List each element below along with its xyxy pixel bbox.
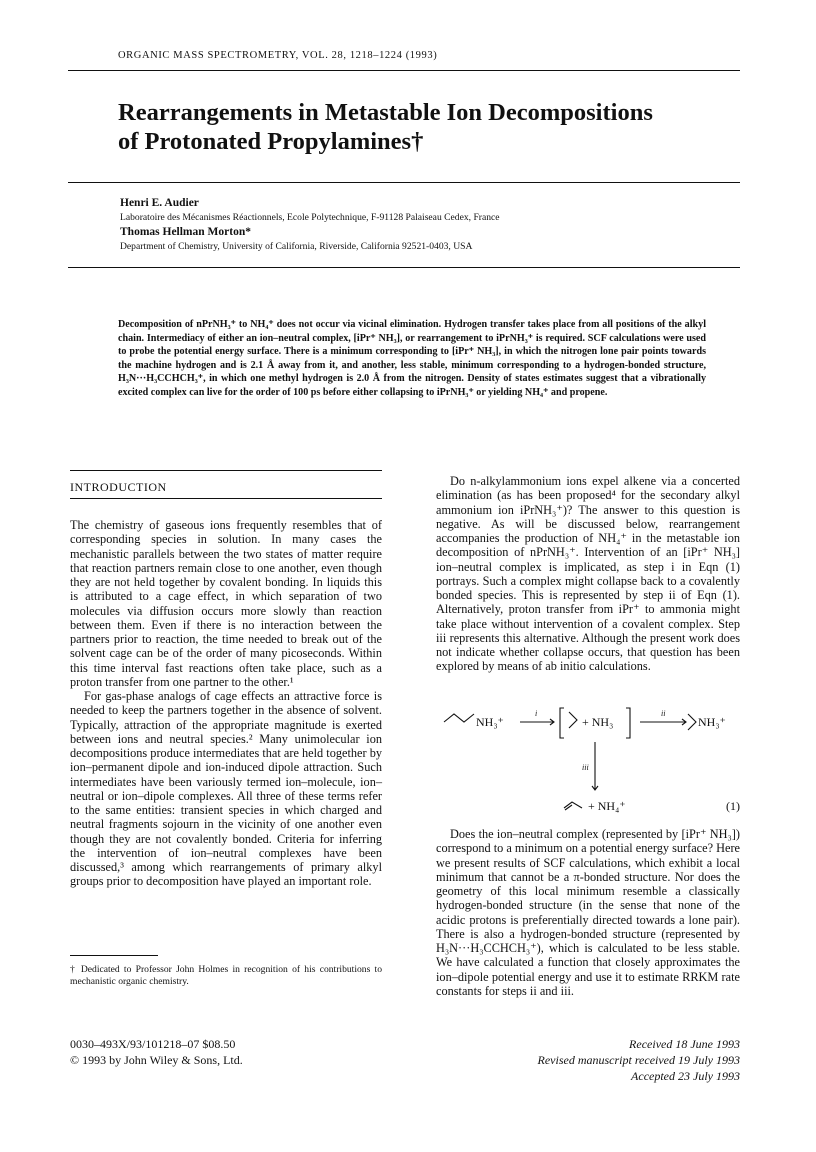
author-block bbox=[120, 196, 740, 253]
step-i-label: i bbox=[535, 709, 538, 718]
intro-heading-rule-top bbox=[70, 470, 382, 471]
copyright-line: © 1993 by John Wiley & Sons, Ltd. bbox=[70, 1053, 243, 1067]
step-ii-label: ii bbox=[661, 709, 666, 718]
right-column-bottom bbox=[436, 827, 740, 998]
products-bottom-label: + NH₄⁺ bbox=[588, 799, 626, 813]
issn-line: 0030–493X/93/101218–07 $08.50 bbox=[70, 1037, 236, 1051]
intro-paragraph-3: Do n-alkylammonium ions expel alkene via a concerted elimination (as has been proposed⁴ for the secondary alkyl ammonium ion iPrNH₃⁺)? The answer to this question is negative. As will be discussed below, rearrangement accompanies the production of NH₄⁺ in the metastable ion decomposition of nPrNH₃⁺. Intervention of an [iPr⁺ NH₃] ion–neutral complex is implicated, as step i in Eqn (1) portrays. Such a complex might collapse back to a covalently bonded species. This is represented by step ii of Eqn (1). Alternatively, proton transfer from iPr⁺ to ammonia might take place without intervention of a covalent complex. Step iii represents this alternative. Although the present work does not indicate whether collapse occurs, that question has been explored by means of ab initio calculations. bbox=[436, 474, 740, 674]
received-dates bbox=[480, 1036, 740, 1084]
right-column-top bbox=[436, 474, 740, 674]
isopropyl-group bbox=[688, 714, 696, 730]
abstract: Decomposition of nPrNH₃⁺ to NH₄⁺ does not occur via vicinal elimination. Hydrogen transfer takes place from all positions of the alkyl chain. Intermediacy of either an ion–neutral complex, [iPr⁺ NH₃], or rearrangement to iPrNH₃⁺ is required. SCF calculations were used to probe the potential energy surface. There is a minimum corresponding to [iPr⁺ NH₃], in which the nitrogen lone pair points towards the machine hydrogen and is 2.1 Å away from it, and another, less stable, minimum corresponding to a hydrogen-bonded structure, H₃N···H₃CCHCH₃⁺, in which one methyl hydrogen is 2.0 Å from the nitrogen. Density of states estimates suggest that a vibrationally excited complex can live for the order of 100 ps before either collapsing to iPrNH₃⁺ or yielding NH₄⁺ and propene. bbox=[118, 319, 706, 398]
article-title bbox=[118, 98, 738, 156]
author-1-name: Henri E. Audier bbox=[120, 197, 199, 209]
intro-paragraph-1: The chemistry of gaseous ions frequently resembles that of corresponding species in solution. In many cases the mechanistic parallels between the two states of matter require that reaction partners remain close to one another, even though they are not held together by covalent bonding. In liquids this is attributed to a cage effect, in which separation of two molecules via diffusion occurs more slowly than reaction between them. Even if there is no interaction between the partners prior to reaction, the time needed to break out of the solvent cage can be of the order of many picoseconds. Within this time interval fast reactions often take place, such as a proton transfer from one partner to the other.¹ bbox=[70, 518, 382, 689]
title-line-2: of Protonated Propylamines† bbox=[118, 128, 424, 155]
footnote-rule bbox=[70, 955, 158, 956]
reactant-label: NH₃⁺ bbox=[476, 715, 504, 729]
author-rule bbox=[68, 267, 740, 268]
revised-date: Revised manuscript received 19 July 1993 bbox=[537, 1053, 740, 1067]
intro-paragraph-4: Does the ion–neutral complex (represented by [iPr⁺ NH₃]) correspond to a minimum on a potential energy surface? Here we present results of SCF calculations, which exhibit a local minimum that cannot be a π-bonded structure. Nor does the geometry of this local minimum resemble a classically hydrogen-bonded structure (in the sense that none of the acidic protons is preferentially directed towards a lone pair). There is also a hydrogen-bonded structure (represented by H₃N···H₃CCHCH₃⁺), which is calculated to be less stable. We have calculated a function that closely approximates the ion–dipole potential energy and use it to estimate RRKM rate constants for steps ii and iii. bbox=[436, 827, 741, 998]
author-2-affiliation: Department of Chemistry, University of California, Riverside, California 92521-0403, USA bbox=[120, 240, 473, 252]
complex-bracket-right bbox=[626, 708, 630, 738]
publication-info bbox=[70, 1036, 243, 1068]
isopropyl-cation bbox=[569, 712, 577, 728]
equation-number: (1) bbox=[726, 799, 740, 813]
received-date: Received 18 June 1993 bbox=[629, 1037, 740, 1051]
header-rule bbox=[68, 70, 740, 71]
journal-header: ORGANIC MASS SPECTROMETRY, VOL. 28, 1218–1224 (1993) bbox=[118, 50, 438, 61]
propene-double-bond bbox=[565, 805, 572, 810]
left-column bbox=[70, 518, 382, 889]
complex-label: + NH₃ bbox=[582, 715, 614, 729]
step-iii-label: iii bbox=[582, 763, 589, 772]
author-1-affiliation: Laboratoire des Mécanismes Réactionnels, Ecole Polytechnique, F-91128 Palaiseau Cedex, France bbox=[120, 212, 500, 223]
reaction-scheme bbox=[436, 704, 740, 816]
propyl-chain bbox=[444, 714, 474, 722]
intro-paragraph-2: For gas-phase analogs of cage effects an attractive force is needed to keep the partners together in the absence of solvent. Typically, attraction of the appropriate magnitude is exerted between ions and neutral species.² Many unimolecular ion decompositions produce intermediates that are held together by ion–permanent dipole and ion-induced dipole attraction. Such intermediates have been variously termed ion–molecule, ion–neutral or ion–dipole complexes. All three of these terms refer to the same entities: transient species in which charged and neutral fragments sojourn in the vicinity of one another even though they are not covalently bonded. Criteria for inferring the intervention of ion–neutral complexes have been discussed,³ among which rearrangements of primary alkyl groups prior to decomposition have played an important role. bbox=[70, 689, 382, 889]
section-heading-introduction: INTRODUCTION bbox=[70, 480, 167, 494]
accepted-date: Accepted 23 July 1993 bbox=[631, 1069, 740, 1083]
propene bbox=[564, 802, 582, 808]
title-line-1: Rearrangements in Metastable Ion Decompositions bbox=[118, 99, 653, 126]
footnote: † Dedicated to Professor John Holmes in recognition of his contributions to mechanistic organic chemistry. bbox=[70, 964, 382, 987]
title-rule bbox=[68, 182, 740, 183]
complex-bracket-left bbox=[560, 708, 564, 738]
product-right-label: NH₃⁺ bbox=[698, 715, 726, 729]
author-2-name: Thomas Hellman Morton* bbox=[120, 225, 251, 238]
intro-heading-rule-bottom bbox=[70, 498, 382, 499]
